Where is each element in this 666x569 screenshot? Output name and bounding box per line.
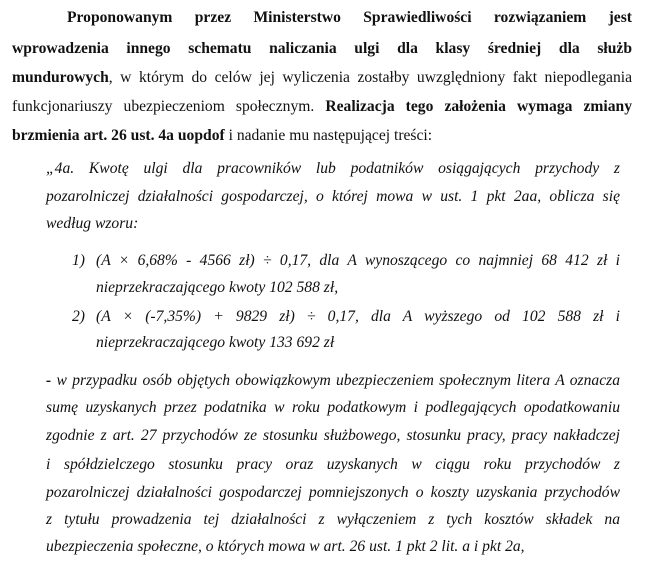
definition-line: pozarolniczej działalności gospodarczej pomniejszonych o koszty uzyskania przychodów [46, 484, 620, 501]
definition-line: ubezpieczenia społeczne, o których mowa w art. 26 ust. 1 pkt 2 lit. a i pkt 2a, [46, 538, 525, 555]
paragraph-line: Proponowanym przez Ministerstwo Sprawiedliwości rozwiązaniem jest [67, 9, 632, 26]
formula-line: nieprzekraczającego kwoty 133 692 zł [96, 334, 335, 351]
text-run: funkcjonariuszy ubezpieczeniom społecznym. [12, 98, 326, 115]
paragraph-line [12, 68, 632, 88]
formula-line: (A × (-7,35%) + 9829 zł) ÷ 0,17, dla A wyższego od 102 588 zł i [96, 308, 620, 325]
bold-phrase: brzmienia art. 26 ust. 4a uopdof [12, 127, 225, 144]
text-run: , w którym do celów jej wyliczenia zostałby uwzględniony fakt niepodlegania [108, 69, 632, 86]
paragraph-line: wprowadzenia innego schematu naliczania ulgi dla klasy średniej dla służb [12, 40, 632, 57]
definition-line: i spółdzielczego stosunku pracy oraz uzyskanych w ciągu roku przychodów z [46, 456, 620, 473]
paragraph-line [12, 126, 432, 146]
quote-line: według wzoru: [46, 215, 139, 232]
definition-line [46, 371, 620, 391]
text-run: i nadanie mu następującej treści: [224, 127, 433, 144]
definition-line: sumę uzyskanych przez podatnika w roku podatkowym i podlegających opodatkowaniu [46, 399, 620, 416]
formula-line: (A × 6,68% - 4566 zł) ÷ 0,17, dla A wynoszącego co najmniej 68 412 zł i [96, 252, 620, 269]
definition-line: z tytułu prowadzenia tej działalności z wyłączeniem z tych kosztów składek na [46, 511, 620, 528]
quote-line: „4a. Kwotę ulgi dla pracowników lub podatników osiągających przychody z [46, 160, 620, 177]
paragraph-line [12, 97, 632, 117]
formula-number: 2) [72, 308, 85, 325]
bold-phrase: Realizacja tego założenia wymaga zmiany [325, 98, 633, 115]
formula-number: 1) [72, 252, 85, 269]
dash-marker: - [46, 372, 57, 389]
bold-phrase: mundurowych [12, 69, 109, 86]
text-run: w przypadku osób objętych obowiązkowym ubezpieczeniem społecznym litera A oznacza [56, 372, 620, 389]
quote-line: pozarolniczej działalności gospodarczej, o której mowa w ust. 1 pkt 2aa, oblicza się [46, 188, 620, 205]
definition-line: zgodnie z art. 27 przychodów ze stosunku służbowego, stosunku pracy, pracy nakładczej [46, 427, 620, 444]
formula-line: nieprzekraczającego kwoty 102 588 zł, [96, 279, 339, 296]
